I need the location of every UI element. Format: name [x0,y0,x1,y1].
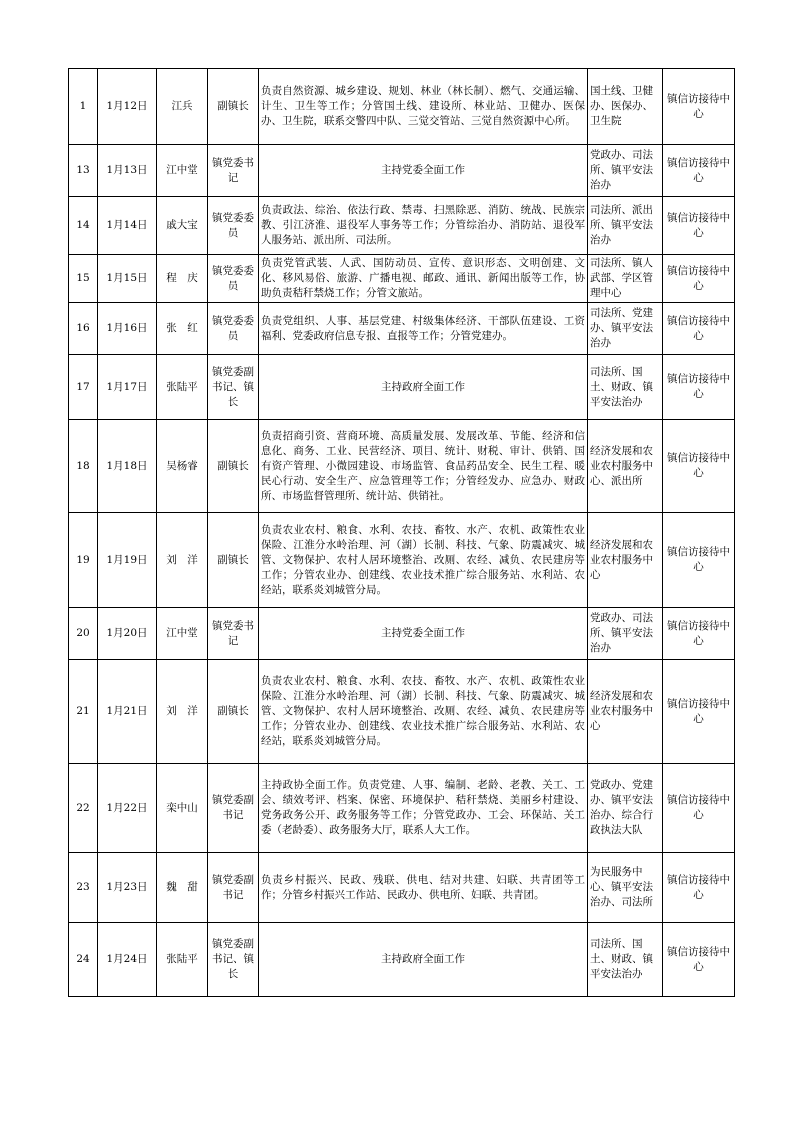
leader-post: 副镇长 [208,513,259,608]
duty-date: 1月17日 [98,355,157,420]
accompanying-departments: 为民服务中心、镇平安法治办、司法所 [588,853,663,923]
table-row [69,660,735,764]
accompanying-departments: 司法所、党建办、镇平安法治办 [588,303,663,355]
leader-name: 刘 洋 [157,660,208,764]
duty-date: 1月23日 [98,853,157,923]
reception-place: 镇信访接待中心 [663,764,735,853]
leader-name: 张陆平 [157,923,208,997]
reception-place: 镇信访接待中心 [663,420,735,513]
table-row [69,853,735,923]
table-row [69,255,735,303]
accompanying-departments: 司法所、国土、财政、镇平安法治办 [588,355,663,420]
leader-post: 镇党委委员 [208,197,259,255]
duty-date: 1月15日 [98,255,157,303]
table-row [69,355,735,420]
duty-description: 主持党委全面工作 [259,608,588,660]
leader-name: 魏 甜 [157,853,208,923]
leader-post: 镇党委副书记、镇长 [208,923,259,997]
duty-date: 1月14日 [98,197,157,255]
reception-place: 镇信访接待中心 [663,923,735,997]
table-row [69,764,735,853]
leader-name: 江中堂 [157,608,208,660]
leader-name: 刘 洋 [157,513,208,608]
accompanying-departments: 党政办、司法所、镇平安法治办 [588,145,663,197]
table-row [69,923,735,997]
duty-description: 负责农业农村、粮食、水利、农技、畜牧、水产、农机、政策性农业保险、江淮分水岭治理、河（湖）长制、科技、气象、防震减灾、城管、文物保护、农村人居环境整治、改厕、农经、减负、农民建房等工作；分管农业办、创建线、农业技术推广综合服务站、水利站、农经站，联系炎刘城管分局。 [259,513,588,608]
leader-post: 镇党委副书记 [208,853,259,923]
duty-date: 1月16日 [98,303,157,355]
accompanying-departments: 司法所、国土、财政、镇平安法治办 [588,923,663,997]
duty-date: 1月13日 [98,145,157,197]
row-number: 22 [69,764,98,853]
reception-place: 镇信访接待中心 [663,69,735,145]
duty-description: 负责招商引资、营商环境、高质量发展、发展改革、节能、经济和信息化、商务、工业、民营经济、项目、统计、财税、审计、供销、国有资产管理、小微园建设、市场监管、食品药品安全、民生工程、暖民心行动、安全生产、应急管理等工作；分管经发办、应急办、财政所、市场监督管理所、统计站、供销社。 [259,420,588,513]
table-row [69,608,735,660]
row-number: 1 [69,69,98,145]
duty-schedule-table [68,68,735,997]
reception-place: 镇信访接待中心 [663,197,735,255]
leader-name: 江中堂 [157,145,208,197]
reception-place: 镇信访接待中心 [663,608,735,660]
table-row [69,513,735,608]
leader-post: 镇党委委员 [208,303,259,355]
leader-name: 张 红 [157,303,208,355]
accompanying-departments: 党政办、司法所、镇平安法治办 [588,608,663,660]
duty-description: 负责政法、综治、依法行政、禁毒、扫黑除恶、消防、统战、民族宗教、引江济淮、退役军人事务等工作；分管综治办、消防站、退役军人服务站、派出所、司法所。 [259,197,588,255]
accompanying-departments: 司法所、派出所、镇平安法治办 [588,197,663,255]
leader-post: 镇党委副书记 [208,764,259,853]
accompanying-departments: 经济发展和农业农村服务中心 [588,660,663,764]
table-row [69,69,735,145]
table-row [69,145,735,197]
accompanying-departments: 经济发展和农业农村服务中心、派出所 [588,420,663,513]
table-row [69,303,735,355]
row-number: 23 [69,853,98,923]
accompanying-departments: 国土线、卫健办、医保办、卫生院 [588,69,663,145]
reception-place: 镇信访接待中心 [663,355,735,420]
duty-description: 负责自然资源、城乡建设、规划、林业（林长制）、燃气、交通运输、计生、卫生等工作；分管国土线、建设所、林业站、卫健办、医保办、卫生院，联系交警四中队、三觉交管站、三觉自然资源中心所。 [259,69,588,145]
reception-place: 镇信访接待中心 [663,145,735,197]
reception-place: 镇信访接待中心 [663,853,735,923]
leader-name: 吴杨睿 [157,420,208,513]
leader-name: 程 庆 [157,255,208,303]
row-number: 14 [69,197,98,255]
duty-date: 1月22日 [98,764,157,853]
row-number: 20 [69,608,98,660]
duty-description: 负责农业农村、粮食、水利、农技、畜牧、水产、农机、政策性农业保险、江淮分水岭治理、河（湖）长制、科技、气象、防震减灾、城管、文物保护、农村人居环境整治、改厕、农经、减负、农民建房等工作；分管农业办、创建线、农业技术推广综合服务站、水利站、农经站，联系炎刘城管分局。 [259,660,588,764]
leader-post: 镇党委副书记、镇长 [208,355,259,420]
duty-description: 主持党委全面工作 [259,145,588,197]
duty-date: 1月18日 [98,420,157,513]
leader-name: 张陆平 [157,355,208,420]
duty-description: 主持政府全面工作 [259,923,588,997]
duty-date: 1月21日 [98,660,157,764]
row-number: 21 [69,660,98,764]
leader-post: 镇党委书记 [208,608,259,660]
duty-description: 主持政协全面工作。负责党建、人事、编制、老龄、老教、关工、工会、绩效考评、档案、保密、环境保护、秸秆禁烧、美丽乡村建设、党务政务公开、政务服务等工作；分管党政办、工会、环保站、关工委（老龄委）、政务服务大厅，联系人大工作。 [259,764,588,853]
row-number: 15 [69,255,98,303]
accompanying-departments: 党政办、党建办、镇平安法治办、综合行政执法大队 [588,764,663,853]
table-row [69,420,735,513]
table-body [69,69,735,997]
duty-date: 1月19日 [98,513,157,608]
accompanying-departments: 司法所、镇人武部、学区管理中心 [588,255,663,303]
row-number: 13 [69,145,98,197]
leader-post: 副镇长 [208,69,259,145]
duty-date: 1月24日 [98,923,157,997]
duty-date: 1月20日 [98,608,157,660]
duty-description: 负责乡村振兴、民政、残联、供电、结对共建、妇联、共青团等工作；分管乡村振兴工作站、民政办、供电所、妇联、共青团。 [259,853,588,923]
reception-place: 镇信访接待中心 [663,255,735,303]
table-row [69,197,735,255]
duty-description: 负责党组织、人事、基层党建、村级集体经济、干部队伍建设、工资福利、党委政府信息专报、直报等工作；分管党建办。 [259,303,588,355]
duty-description: 主持政府全面工作 [259,355,588,420]
reception-place: 镇信访接待中心 [663,660,735,764]
duty-description: 负责党管武装、人武、国防动员、宣传、意识形态、文明创建、文化、移风易俗、旅游、广播电视、邮政、通讯、新闻出版等工作，协助负责秸秆禁烧工作；分管文旅站。 [259,255,588,303]
row-number: 17 [69,355,98,420]
row-number: 19 [69,513,98,608]
row-number: 18 [69,420,98,513]
reception-place: 镇信访接待中心 [663,303,735,355]
leader-name: 栾中山 [157,764,208,853]
duty-date: 1月12日 [98,69,157,145]
leader-post: 镇党委委员 [208,255,259,303]
row-number: 24 [69,923,98,997]
accompanying-departments: 经济发展和农业农村服务中心 [588,513,663,608]
leader-post: 镇党委书记 [208,145,259,197]
leader-name: 戚大宝 [157,197,208,255]
row-number: 16 [69,303,98,355]
reception-place: 镇信访接待中心 [663,513,735,608]
leader-post: 副镇长 [208,660,259,764]
leader-post: 副镇长 [208,420,259,513]
leader-name: 江兵 [157,69,208,145]
